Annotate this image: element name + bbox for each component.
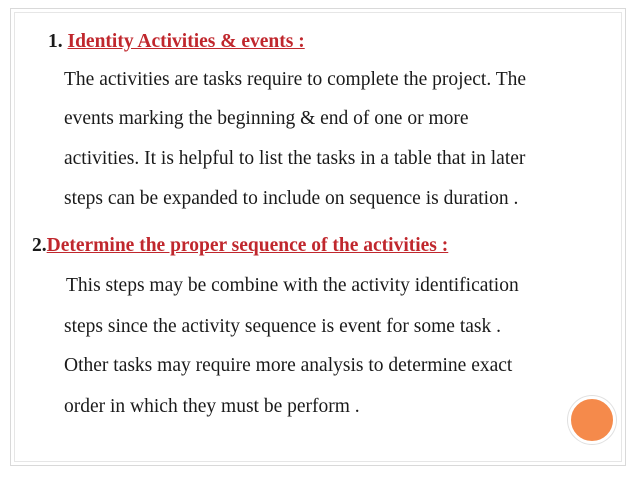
section1-line-3: activities. It is helpful to list the tasks in a table that in later	[64, 148, 526, 169]
section2-line-4: order in which they must be perform .	[64, 396, 360, 417]
section2-line-3: Other tasks may require more analysis to determine exact	[64, 355, 513, 376]
section2-heading	[32, 235, 448, 257]
section2-number: 2.	[32, 235, 47, 256]
section1-number: 1.	[48, 31, 68, 52]
section1-line-1: The activities are tasks require to complete the project. The	[64, 69, 527, 90]
section1-line-4: steps can be expanded to include on sequence is duration .	[64, 188, 519, 209]
section1-heading-text: Identity Activities & events :	[67, 31, 305, 52]
section2-line-1: This steps may be combine with the activity identification	[66, 275, 519, 296]
section1-heading	[48, 31, 305, 53]
section2-heading-text: Determine the proper sequence of the activities :	[46, 235, 449, 256]
section1-line-2: events marking the beginning & end of one or more	[64, 108, 469, 129]
section2-line-2: steps since the activity sequence is event for some task .	[64, 316, 501, 337]
decorative-circle-icon	[568, 396, 616, 444]
